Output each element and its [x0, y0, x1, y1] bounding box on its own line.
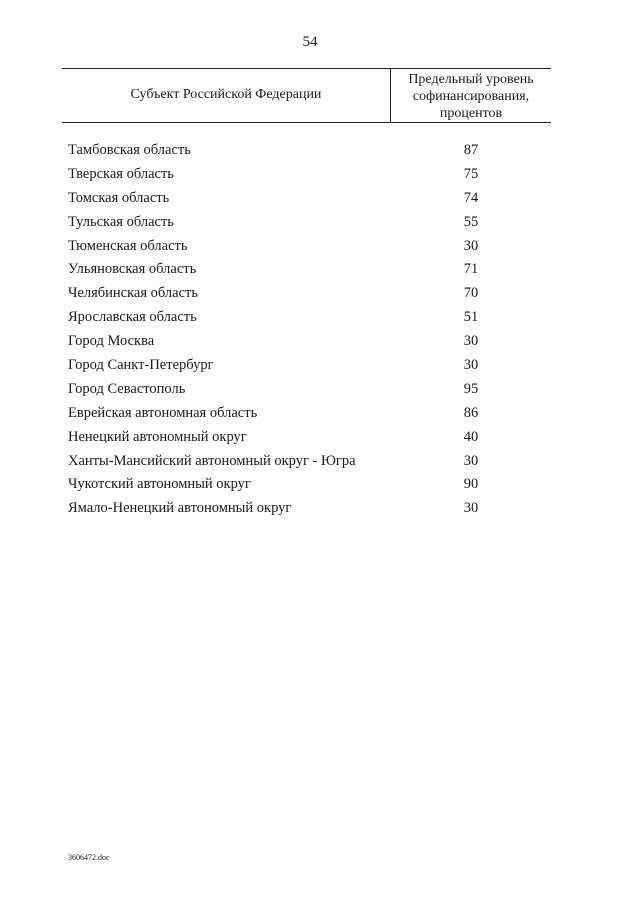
region-name: Ярославская область	[68, 309, 197, 326]
region-name: Тамбовская область	[68, 142, 191, 158]
table-row	[0, 355, 640, 379]
table-row	[0, 140, 640, 164]
table-row	[0, 403, 640, 427]
document-code: 3606472.doc	[68, 853, 110, 862]
region-name: Тверская область	[68, 165, 174, 182]
column-header-subject: Субъект Российской Федерации	[130, 87, 322, 102]
table-row	[0, 307, 640, 331]
table-row	[0, 236, 640, 260]
page-number: 54	[302, 34, 318, 50]
cofinancing-value: 87	[463, 142, 479, 158]
table-header-bottom-rule	[62, 122, 551, 123]
cofinancing-value: 40	[463, 428, 479, 445]
cofinancing-value: 90	[463, 476, 479, 493]
cofinancing-value: 95	[463, 380, 479, 397]
column-header-cofinancing-level	[391, 71, 551, 122]
cofinancing-value: 70	[463, 285, 479, 302]
cofinancing-value: 51	[463, 309, 479, 326]
cofinancing-value: 71	[463, 261, 479, 278]
table-body	[0, 140, 640, 522]
region-name: Город Санкт-Петербург	[68, 357, 214, 374]
table-row	[0, 164, 640, 188]
table-row	[0, 188, 640, 212]
region-name: Город Москва	[68, 333, 155, 350]
column-header-line: Предельный уровень	[408, 72, 534, 87]
region-name: Ямало-Ненецкий автономный округ	[68, 500, 292, 517]
table-row	[0, 427, 640, 451]
region-name: Тюменская область	[68, 237, 188, 254]
table-row	[0, 259, 640, 283]
cofinancing-value: 55	[463, 213, 479, 230]
cofinancing-value: 86	[463, 404, 479, 421]
region-name: Город Севастополь	[68, 380, 186, 397]
table-row	[0, 331, 640, 355]
region-name: Еврейская автономная область	[68, 404, 258, 421]
table-header-top-rule	[62, 68, 551, 69]
region-name: Чукотский автономный округ	[68, 476, 251, 493]
cofinancing-value: 74	[463, 189, 479, 206]
column-header-line: процентов	[439, 106, 503, 121]
region-name: Ульяновская область	[68, 261, 197, 278]
table-row	[0, 451, 640, 475]
column-header-line: софинансирования,	[412, 89, 530, 104]
table-row	[0, 498, 640, 522]
table-row	[0, 283, 640, 307]
cofinancing-value: 75	[463, 165, 479, 182]
cofinancing-value: 30	[463, 333, 479, 350]
table-row	[0, 212, 640, 236]
cofinancing-value: 30	[463, 452, 479, 469]
region-name: Ненецкий автономный округ	[68, 428, 247, 445]
cofinancing-value: 30	[463, 500, 479, 517]
region-name: Ханты-Мансийский автономный округ - Югра	[68, 452, 356, 469]
cofinancing-value: 30	[463, 357, 479, 374]
region-name: Тульская область	[68, 213, 174, 230]
table-row	[0, 474, 640, 498]
region-name: Томская область	[68, 189, 170, 206]
table-row	[0, 379, 640, 403]
cofinancing-value: 30	[463, 237, 479, 254]
region-name: Челябинская область	[68, 285, 198, 302]
